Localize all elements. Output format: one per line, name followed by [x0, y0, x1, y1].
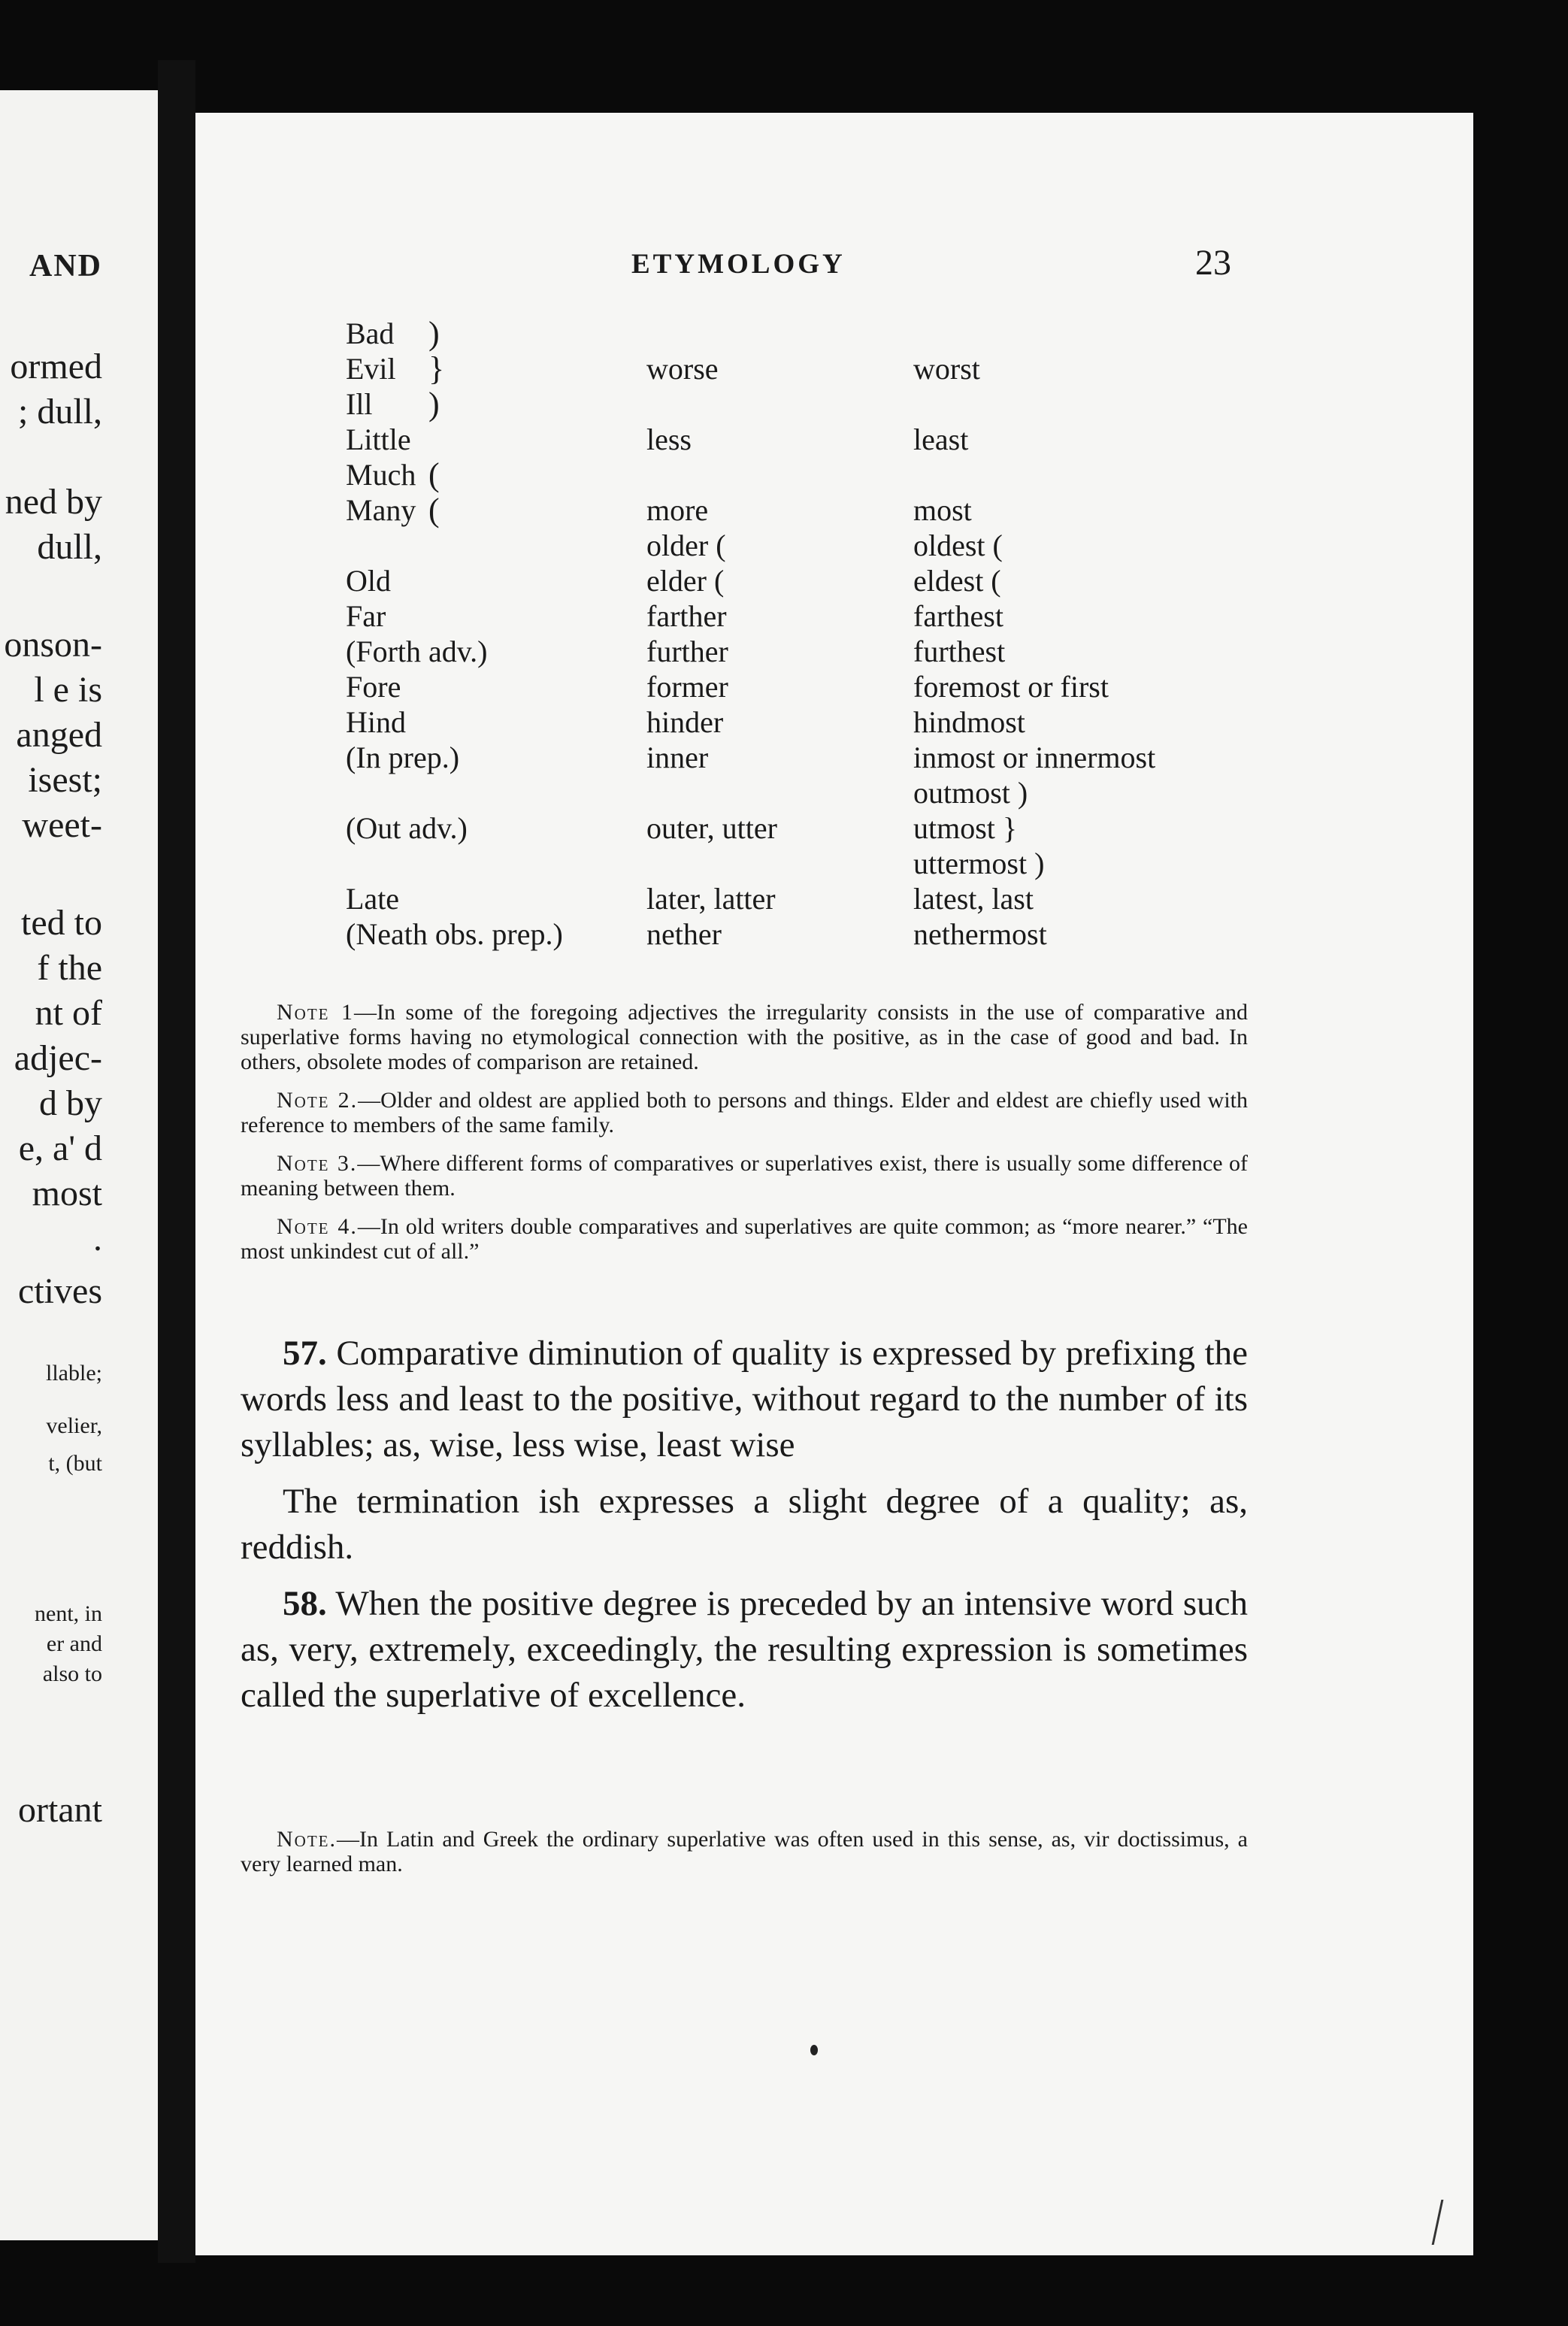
table-row — [346, 846, 1285, 881]
paragraph-57 — [241, 1331, 1248, 1468]
positive-cell: Many — [346, 493, 416, 527]
table-row — [346, 528, 1285, 563]
superlative-cell: hindmost — [913, 705, 1025, 739]
notes-section — [241, 1000, 1248, 1277]
comparative-cell: further — [646, 635, 728, 668]
superlative-cell: most — [913, 493, 972, 527]
table-row — [346, 881, 1285, 916]
note-2-text: —Older and oldest are applied both to persons and things. Elder and eldest are chiefly used with reference to members of the same family. — [241, 1088, 1248, 1137]
comparative-cell: outer, utter — [646, 811, 777, 845]
table-row — [346, 386, 1285, 422]
brace-mark: ) — [428, 386, 440, 422]
book-binding — [158, 60, 195, 2263]
left-page-text: e, a' d — [18, 1128, 102, 1168]
final-note-text: —In Latin and Greek the ordinary superlative was often used in this sense, as, vir doctissimus, a very learned man. — [241, 1827, 1248, 1876]
left-page-text: ted to — [21, 903, 102, 943]
brace-mark: ( — [428, 492, 440, 528]
table-row — [346, 316, 1285, 351]
positive-cell: Little — [346, 422, 411, 456]
table-row — [346, 492, 1285, 528]
page-number: 23 — [1195, 243, 1231, 283]
left-page-text: ortant — [18, 1790, 102, 1830]
superlative-cell: latest, last — [913, 882, 1034, 916]
table-row — [346, 634, 1285, 669]
table-row — [346, 351, 1285, 386]
paragraph-58-text: When the positive degree is preceded by an intensive word such as, very, extremely, exceedingly, the resulting expression is sometimes called the superlative of excellence. — [241, 1584, 1248, 1715]
positive-cell: Much — [346, 458, 416, 492]
note-3 — [241, 1151, 1248, 1201]
comparative-cell: hinder — [646, 705, 724, 739]
superlative-cell: outmost ) — [913, 776, 1028, 810]
table-row — [346, 704, 1285, 740]
superlative-cell: furthest — [913, 635, 1006, 668]
running-head: ETYMOLOGY — [631, 249, 846, 280]
positive-cell: Late — [346, 882, 400, 916]
positive-cell: Fore — [346, 670, 401, 704]
table-row — [346, 422, 1285, 457]
superlative-cell: least — [913, 422, 969, 456]
paragraph-57-text: Comparative diminution of quality is expressed by prefixing the words less and least to the positive, without regard to the number of its syllables; as, wise, less wise, least wise — [241, 1334, 1248, 1464]
page-header — [195, 243, 1473, 293]
final-note — [241, 1827, 1248, 1876]
comparative-cell: nether — [646, 917, 722, 951]
left-page-text: ; dull, — [17, 392, 102, 432]
comparative-cell: less — [646, 422, 692, 456]
comparative-cell: farther — [646, 599, 727, 633]
note-4-label: Note 4. — [277, 1214, 358, 1239]
paragraph-57-number: 57. — [283, 1334, 327, 1373]
paragraph-ish — [241, 1479, 1248, 1570]
note-4-text: —In old writers double comparatives and superlatives are quite common; as “more nearer.” “The most unkindest cut of all.” — [241, 1214, 1248, 1264]
note-2 — [241, 1088, 1248, 1137]
note-1-label: Note 1 — [277, 1000, 355, 1025]
comparative-cell: more — [646, 493, 709, 527]
left-page-text: also to — [42, 1661, 102, 1686]
left-page-text: anged — [16, 715, 102, 755]
positive-cell: (Out adv.) — [346, 811, 468, 845]
left-page-text: . — [93, 1219, 102, 1258]
note-2-label: Note 2. — [277, 1088, 359, 1113]
comparative-cell: worse — [646, 352, 719, 386]
left-page-text: d by — [39, 1083, 102, 1123]
positive-cell: (Neath obs. prep.) — [346, 917, 563, 951]
table-row — [346, 563, 1285, 598]
superlative-cell: oldest ( — [913, 528, 1003, 562]
table-row — [346, 457, 1285, 492]
comparative-cell: inner — [646, 741, 709, 774]
left-page-text: l e is — [34, 670, 102, 710]
positive-cell: Old — [346, 564, 391, 598]
table-row — [346, 810, 1285, 846]
note-3-label: Note 3. — [277, 1151, 358, 1176]
comparative-cell: later, latter — [646, 882, 776, 916]
note-3-text: —Where different forms of comparatives or superlatives exist, there is usually some difference of meaning between them. — [241, 1151, 1248, 1201]
body-text — [241, 1331, 1248, 1729]
positive-cell: (In prep.) — [346, 741, 460, 774]
comparison-table — [346, 316, 1285, 952]
superlative-cell: foremost or first — [913, 670, 1109, 704]
brace-mark: ( — [428, 456, 440, 493]
left-page-text: er and — [46, 1631, 102, 1656]
page-corner-mark — [1432, 2200, 1474, 2245]
superlative-cell: farthest — [913, 599, 1003, 633]
brace-mark: } — [428, 350, 445, 387]
paragraph-58 — [241, 1581, 1248, 1719]
superlative-cell: worst — [913, 352, 980, 386]
left-page-text: weet- — [22, 805, 102, 845]
book-page — [195, 113, 1473, 2255]
positive-cell: Ill — [346, 387, 373, 421]
superlative-cell: utmost } — [913, 811, 1018, 845]
left-page-text: isest; — [28, 760, 102, 800]
brace-mark: ) — [428, 315, 440, 352]
final-note-label: Note. — [277, 1827, 337, 1852]
table-row — [346, 916, 1285, 952]
left-page-text: nt of — [35, 993, 102, 1033]
superlative-cell: inmost or innermost — [913, 741, 1156, 774]
left-page-text: f the — [37, 948, 102, 988]
comparative-cell: older ( — [646, 528, 726, 562]
positive-cell: Far — [346, 599, 386, 633]
left-page-text: velier, — [46, 1413, 102, 1438]
positive-cell: (Forth adv.) — [346, 635, 488, 668]
left-page-text: nent, in — [35, 1601, 102, 1626]
table-row — [346, 775, 1285, 810]
left-page-text: AND — [29, 249, 102, 283]
left-page-text: onson- — [4, 625, 102, 665]
positive-cell: Evil — [346, 352, 396, 386]
left-page-text: adjec- — [14, 1038, 102, 1078]
table-row — [346, 740, 1285, 775]
superlative-cell: nethermost — [913, 917, 1047, 951]
positive-cell: Bad — [346, 316, 395, 350]
left-page-text: ormed — [10, 347, 102, 386]
note-4 — [241, 1214, 1248, 1264]
left-page-text: t, (but — [48, 1451, 102, 1476]
positive-cell: Hind — [346, 705, 406, 739]
left-page-text: ned by — [5, 482, 102, 522]
paragraph-58-number: 58. — [283, 1584, 327, 1623]
superlative-cell: eldest ( — [913, 564, 1001, 598]
left-page-text: llable; — [46, 1361, 102, 1386]
note-1 — [241, 1000, 1248, 1074]
ink-dot — [810, 2045, 818, 2055]
comparative-cell: former — [646, 670, 728, 704]
paragraph-ish-text: The termination ish expresses a slight degree of a quality; as, reddish. — [241, 1482, 1248, 1567]
comparative-cell: elder ( — [646, 564, 725, 598]
left-page-fragment — [0, 90, 158, 2240]
left-page-text: most — [32, 1174, 102, 1213]
table-row — [346, 598, 1285, 634]
left-page-text: ctives — [18, 1271, 102, 1311]
superlative-cell: uttermost ) — [913, 847, 1045, 880]
note-1-text: —In some of the foregoing adjectives the irregularity consists in the use of comparative and superlative forms having no etymological connection with the positive, as in the case of good and bad. In others, obsolete modes of comparison are retained. — [241, 1000, 1248, 1074]
left-page-text: dull, — [37, 527, 102, 567]
table-row — [346, 669, 1285, 704]
